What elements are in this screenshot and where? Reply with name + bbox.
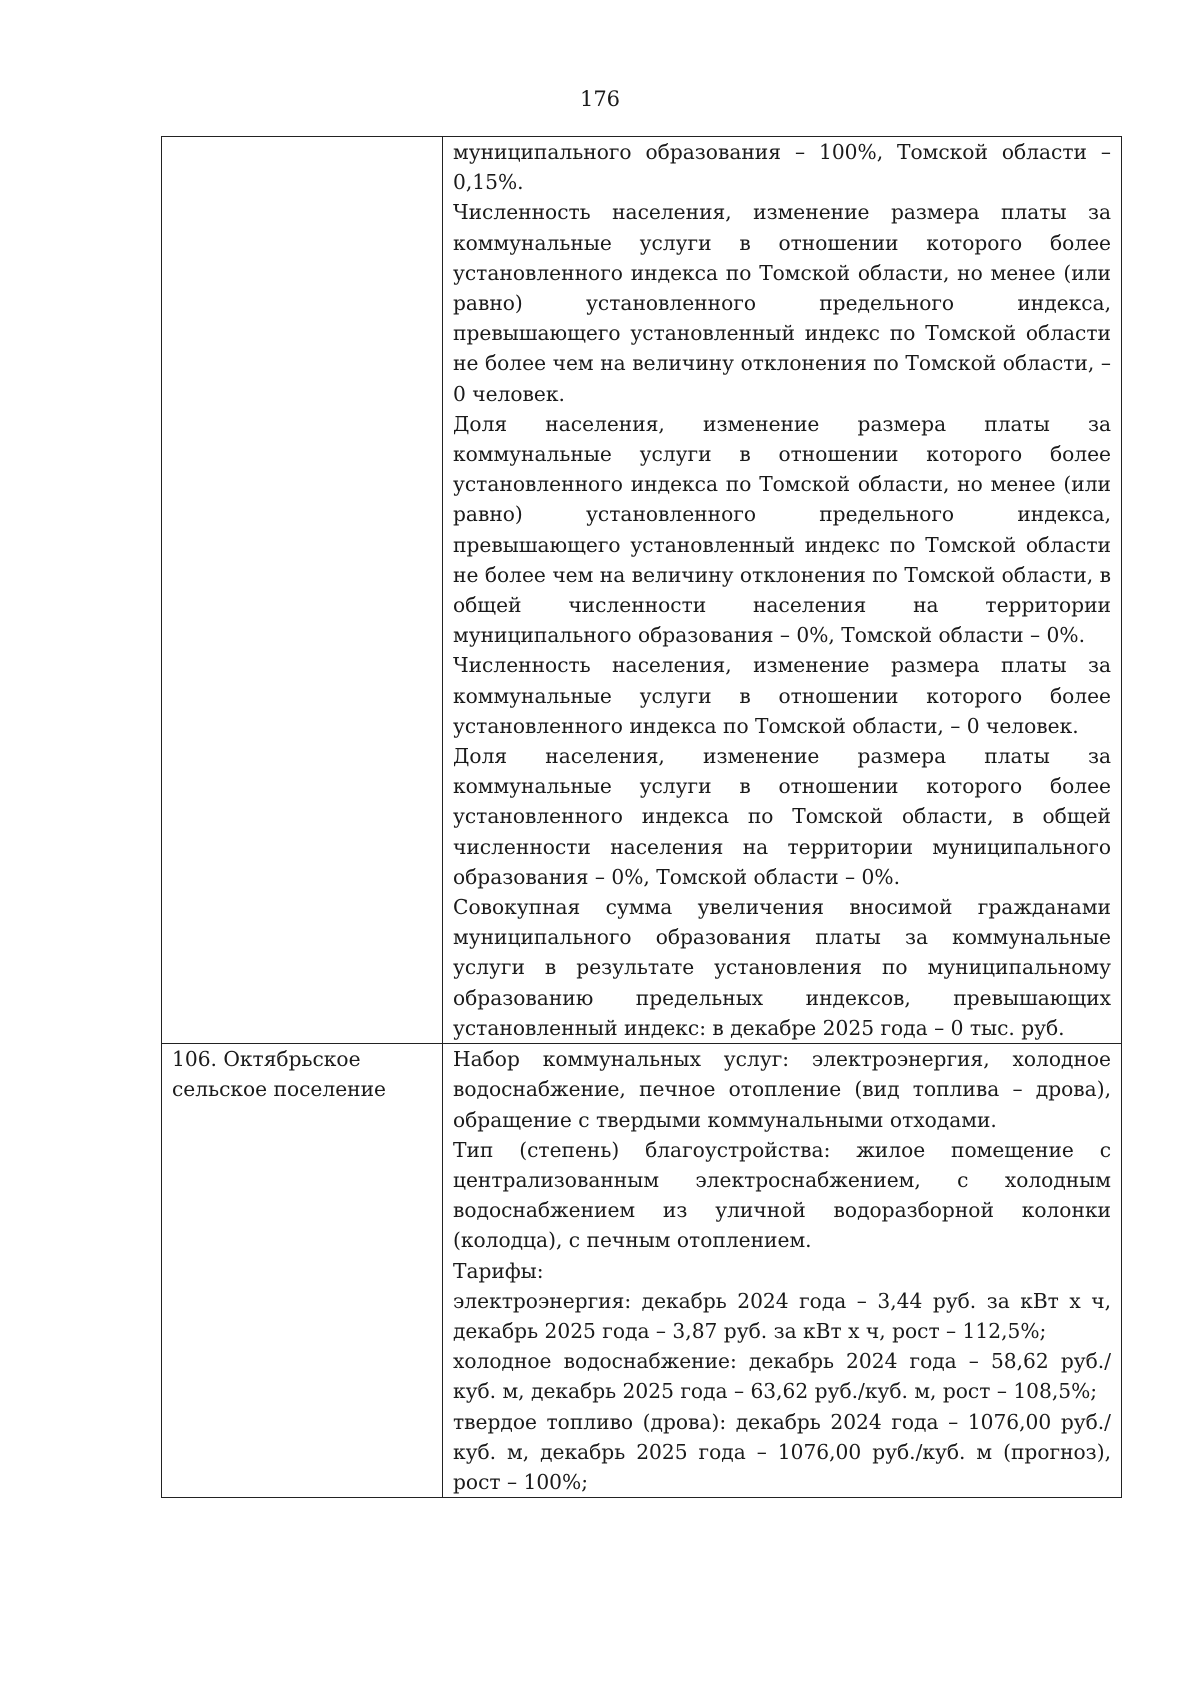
paragraph: холодное водоснабжение: декабрь 2024 года – 58,62 руб./куб. м, декабрь 2025 года – 63,62 руб./куб. м, рост – 108,5%; [453, 1349, 1111, 1404]
paragraph: Набор коммунальных услуг: электроэнергия, холодное водоснабжение, печное отопление (вид топлива – дрова), обращение с твердыми коммунальными отходами. [453, 1047, 1111, 1132]
paragraph: Численность населения, изменение размера платы за коммунальные услуги в отношении которого более установленного индекса по Томской области, но менее (или равно) установленного предельного индекса, превышающего установленный индекс по Томской области не более чем на величину отклонения по Томской области, – 0 человек. [453, 200, 1111, 406]
municipality-name: 106. Октябрьское сельское поселение [172, 1047, 386, 1102]
municipality-cell [162, 137, 443, 1044]
municipality-cell [162, 1044, 443, 1498]
paragraph: твердое топливо (дрова): декабрь 2024 года – 1076,00 руб./куб. м, декабрь 2025 года – 1076,00 руб./куб. м (прогноз), рост – 100%; [453, 1409, 1111, 1494]
description-cell [443, 1044, 1122, 1498]
paragraph: Доля населения, изменение размера платы за коммунальные услуги в отношении которого более установленного индекса по Томской области, в общей численности населения на территории муниципального образования – 0%, Томской области – 0%. [453, 744, 1111, 889]
paragraph: муниципального образования – 100%, Томской области – 0,15%. [453, 140, 1111, 195]
paragraph: Численность населения, изменение размера платы за коммунальные услуги в отношении которого более установленного индекса по Томской области, – 0 человек. [453, 653, 1111, 738]
paragraph: Тарифы: [453, 1258, 544, 1283]
description-cell [443, 137, 1122, 1044]
paragraph: Совокупная сумма увеличения вносимой гражданами муниципального образования платы за коммунальные услуги в результате установления по муниципальному образованию предельных индексов, превышающих установленный индекс: в декабре 2025 года – 0 тыс. руб. [453, 895, 1111, 1040]
paragraph: электроэнергия: декабрь 2024 года – 3,44 руб. за кВт х ч, декабрь 2025 года – 3,87 руб. за кВт х ч, рост – 112,5%; [453, 1288, 1111, 1343]
paragraph: Тип (степень) благоустройства: жилое помещение с централизованным электроснабжением, с холодным водоснабжением из уличной водоразборной колонки (колодца), с печным отоплением. [453, 1137, 1111, 1253]
page-number: 176 [579, 87, 621, 111]
table-row [162, 137, 1122, 1044]
paragraph: Доля населения, изменение размера платы за коммунальные услуги в отношении которого более установленного индекса по Томской области, но менее (или равно) установленного предельного индекса, превышающего установленный индекс по Томской области не более чем на величину отклонения по Томской области, в общей численности населения на территории муниципального образования – 0%, Томской области – 0%. [453, 411, 1111, 648]
table-row [162, 1044, 1122, 1498]
document-table [161, 136, 1122, 1498]
